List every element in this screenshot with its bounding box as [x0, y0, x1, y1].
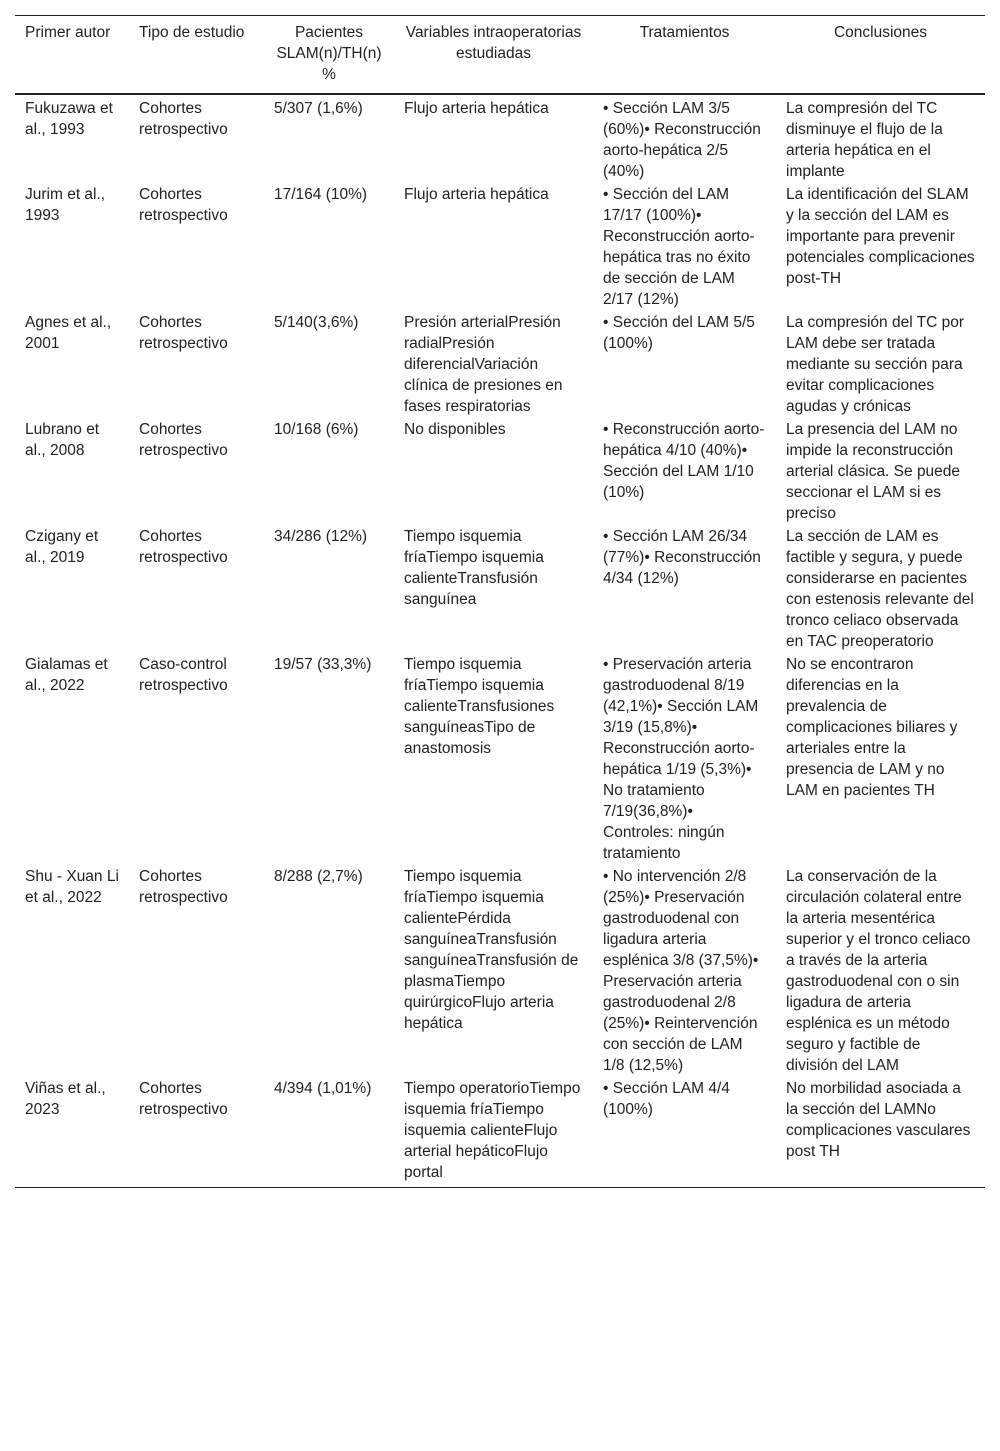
table-row: [15, 865, 985, 1077]
studies-table: [15, 15, 985, 1188]
cell-tratamientos: • Reconstrucción aorto-hepática 4/10 (40%)• Sección del LAM 1/10 (10%): [603, 421, 765, 501]
header-conclusiones: Conclusiones: [833, 24, 928, 41]
cell-tratamientos: • Sección LAM 4/4 (100%): [603, 1080, 730, 1118]
cell-variables: Tiempo isquemia fríaTiempo isquemia calienteTransfusiones sanguíneasTipo de anastomosis: [404, 656, 555, 757]
cell-tipo: Cohortes retrospectivo: [139, 528, 228, 566]
cell-variables: Tiempo operatorioTiempo isquemia fríaTiempo isquemia calienteFlujo arterial hepáticoFlujo portal: [404, 1080, 581, 1181]
cell-pacientes: 34/286 (12%): [274, 528, 368, 545]
table-row: [15, 183, 985, 311]
cell-variables: Flujo arteria hepática: [404, 186, 549, 203]
cell-variables: Presión arterialPresión radialPresión diferencialVariación clínica de presiones en fases respiratorias: [404, 314, 563, 415]
table-row: [15, 311, 985, 418]
header-tipo-estudio: Tipo de estudio: [139, 24, 245, 41]
cell-pacientes: 4/394 (1,01%): [274, 1080, 372, 1097]
cell-tipo: Cohortes retrospectivo: [139, 1080, 228, 1118]
table-body: [15, 94, 985, 1188]
cell-pacientes: 10/168 (6%): [274, 421, 359, 438]
cell-variables: Tiempo isquemia fríaTiempo isquemia calientePérdida sanguíneaTransfusión sanguíneaTransfusión de plasmaTiempo quirúrgicoFlujo arteria hepática: [404, 868, 579, 1032]
cell-autor: Czigany et al., 2019: [25, 528, 99, 566]
cell-autor: Shu - Xuan Li et al., 2022: [25, 868, 119, 906]
cell-tratamientos: • Sección del LAM 5/5 (100%): [603, 314, 755, 352]
header-tratamientos: Tratamientos: [639, 24, 730, 41]
cell-pacientes: 19/57 (33,3%): [274, 656, 372, 673]
cell-conclusiones: La sección de LAM es factible y segura, y puede considerarse en pacientes con estenosis relevante del tronco celiaco observada en TAC preoperatorio: [786, 528, 974, 650]
cell-tratamientos: • Sección LAM 26/34 (77%)• Reconstrucción 4/34 (12%): [603, 528, 761, 587]
cell-tratamientos: • Sección LAM 3/5 (60%)• Reconstrucción aorto-hepática 2/5 (40%): [603, 100, 761, 180]
cell-conclusiones: La compresión del TC disminuye el flujo de la arteria hepática en el implante: [786, 100, 943, 180]
cell-autor: Lubrano et al., 2008: [25, 421, 100, 459]
cell-variables: Tiempo isquemia fríaTiempo isquemia calienteTransfusión sanguínea: [404, 528, 544, 608]
cell-variables: No disponibles: [404, 421, 506, 438]
header-variables: Variables intraoperatorias estudiadas: [405, 24, 582, 62]
cell-conclusiones: La presencia del LAM no impide la reconstrucción arterial clásica. Se puede seccionar el LAM si es preciso: [786, 421, 961, 522]
cell-conclusiones: La compresión del TC por LAM debe ser tratada mediante su sección para evitar complicaciones agudas y crónicas: [786, 314, 965, 415]
cell-tipo: Cohortes retrospectivo: [139, 868, 228, 906]
header-row: [15, 16, 985, 95]
cell-tipo: Caso-control retrospectivo: [139, 656, 228, 694]
cell-autor: Fukuzawa et al., 1993: [25, 100, 113, 138]
cell-pacientes: 8/288 (2,7%): [274, 868, 363, 885]
cell-autor: Agnes et al., 2001: [25, 314, 112, 352]
table-row: [15, 653, 985, 865]
cell-autor: Viñas et al., 2023: [25, 1080, 106, 1118]
table-header: [15, 16, 985, 95]
cell-tratamientos: • Sección del LAM 17/17 (100%)• Reconstrucción aorto-hepática tras no éxito de sección de LAM 2/17 (12%): [603, 186, 755, 308]
table-row: [15, 418, 985, 525]
cell-pacientes: 5/140(3,6%): [274, 314, 359, 331]
cell-tipo: Cohortes retrospectivo: [139, 421, 228, 459]
cell-conclusiones: La conservación de la circulación colateral entre la arteria mesentérica superior y el tronco celiaco a través de la arteria gastroduodenal con o sin ligadura de arteria esplénica es un método seguro y factible de división del LAM: [786, 868, 971, 1074]
table-row: [15, 94, 985, 183]
cell-autor: Gialamas et al., 2022: [25, 656, 108, 694]
cell-autor: Jurim et al., 1993: [25, 186, 106, 224]
table-row: [15, 525, 985, 653]
header-primer-autor: Primer autor: [25, 24, 111, 41]
cell-tipo: Cohortes retrospectivo: [139, 186, 228, 224]
cell-conclusiones: La identificación del SLAM y la sección del LAM es importante para prevenir potenciales complicaciones post-TH: [786, 186, 975, 287]
cell-tratamientos: • Preservación arteria gastroduodenal 8/19 (42,1%)• Sección LAM 3/19 (15,8%)• Reconstrucción aorto-hepática 1/19 (5,3%)• No tratamiento 7/19(36,8%)• Controles: ningún tratamiento: [603, 656, 759, 862]
cell-tipo: Cohortes retrospectivo: [139, 314, 228, 352]
cell-tratamientos: • No intervención 2/8 (25%)• Preservación gastroduodenal con ligadura arteria esplénica 3/8 (37,5%)• Preservación arteria gastroduodenal 2/8 (25%)• Reintervención con sección de LAM 1/8 (12,5%): [603, 868, 759, 1074]
cell-conclusiones: No morbilidad asociada a la sección del LAMNo complicaciones vasculares post TH: [786, 1080, 971, 1160]
table-container: [15, 15, 985, 1188]
cell-tipo: Cohortes retrospectivo: [139, 100, 228, 138]
cell-conclusiones: No se encontraron diferencias en la prevalencia de complicaciones biliares y arteriales entre la presencia de LAM y no LAM en pacientes TH: [786, 656, 958, 799]
cell-pacientes: 17/164 (10%): [274, 186, 368, 203]
cell-variables: Flujo arteria hepática: [404, 100, 549, 117]
table-row: [15, 1077, 985, 1188]
cell-pacientes: 5/307 (1,6%): [274, 100, 363, 117]
header-pacientes: Pacientes SLAM(n)/TH(n) %: [276, 24, 382, 83]
